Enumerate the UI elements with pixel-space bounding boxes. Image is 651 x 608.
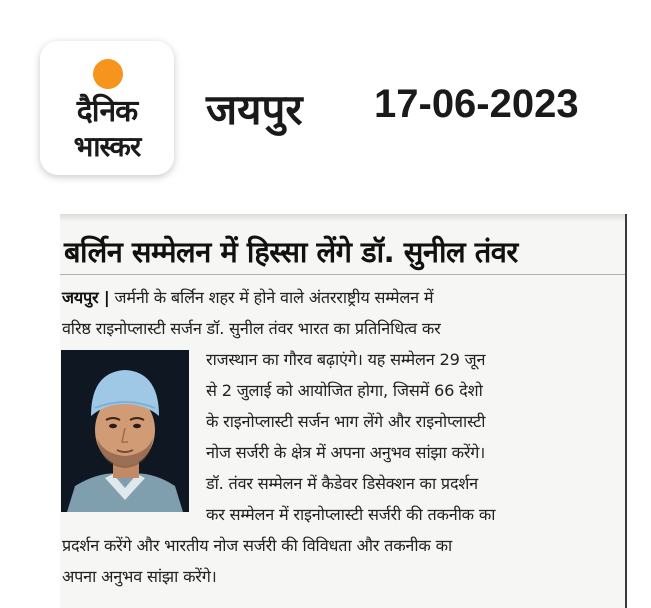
clip-right-border: [625, 214, 627, 608]
doctor-portrait-photo: [61, 350, 189, 512]
news-clipping: [60, 214, 625, 608]
clip-top-shadow: [60, 214, 625, 222]
article-line-3: राजस्थान का गौरव बढ़ाएंगे। यह सम्मेलन 29 जून: [206, 350, 486, 369]
article-line-1-text: जर्मनी के बर्लिन शहर में होने वाले अंतरराष्ट्रीय सम्मेलन में: [114, 288, 434, 307]
article-line-5: के राइनोप्लास्टी सर्जन भाग लेंगे और राइनोप्लास्टी: [206, 412, 486, 431]
article-dateline: जयपुर |: [62, 288, 110, 307]
article-line-7: डॉ. तंवर सम्मेलन में कैडेवर डिसेक्शन का प्रदर्शन: [206, 474, 478, 493]
article-line-8: कर सम्मेलन में राइनोप्लास्टी सर्जरी की तकनीक का: [206, 505, 496, 524]
article-line-4: से 2 जुलाई को आयोजित होगा, जिसमें 66 देशो: [206, 381, 483, 400]
article-headline: बर्लिन सम्मेलन में हिस्सा लेंगे डॉ. सुनील तंवर: [64, 235, 518, 269]
logo-text-line2: भास्कर: [73, 130, 141, 163]
headline-divider: [60, 274, 625, 275]
header-date: 17-06-2023: [374, 82, 579, 126]
sun-icon: [93, 59, 123, 89]
portrait-illustration: [61, 350, 189, 512]
dainik-bhaskar-logo: [40, 41, 174, 175]
logo-text-line1: दैनिक: [76, 94, 138, 129]
article-line-2: वरिष्ठ राइनोप्लास्टी सर्जन डॉ. सुनील तंवर भारत का प्रतिनिधित्व कर: [62, 319, 441, 338]
article-line-10: अपना अनुभव सांझा करेंगे।: [62, 567, 217, 586]
article-line-6: नोज सर्जरी के क्षेत्र में अपना अनुभव सांझा करेंगे।: [206, 443, 486, 462]
page-margin: [625, 214, 651, 608]
article-line-1: [62, 286, 433, 308]
header-city: जयपुर: [206, 85, 303, 134]
article-line-9: प्रदर्शन करेंगे और भारतीय नोज सर्जरी की विविधता और तकनीक का: [62, 536, 453, 555]
